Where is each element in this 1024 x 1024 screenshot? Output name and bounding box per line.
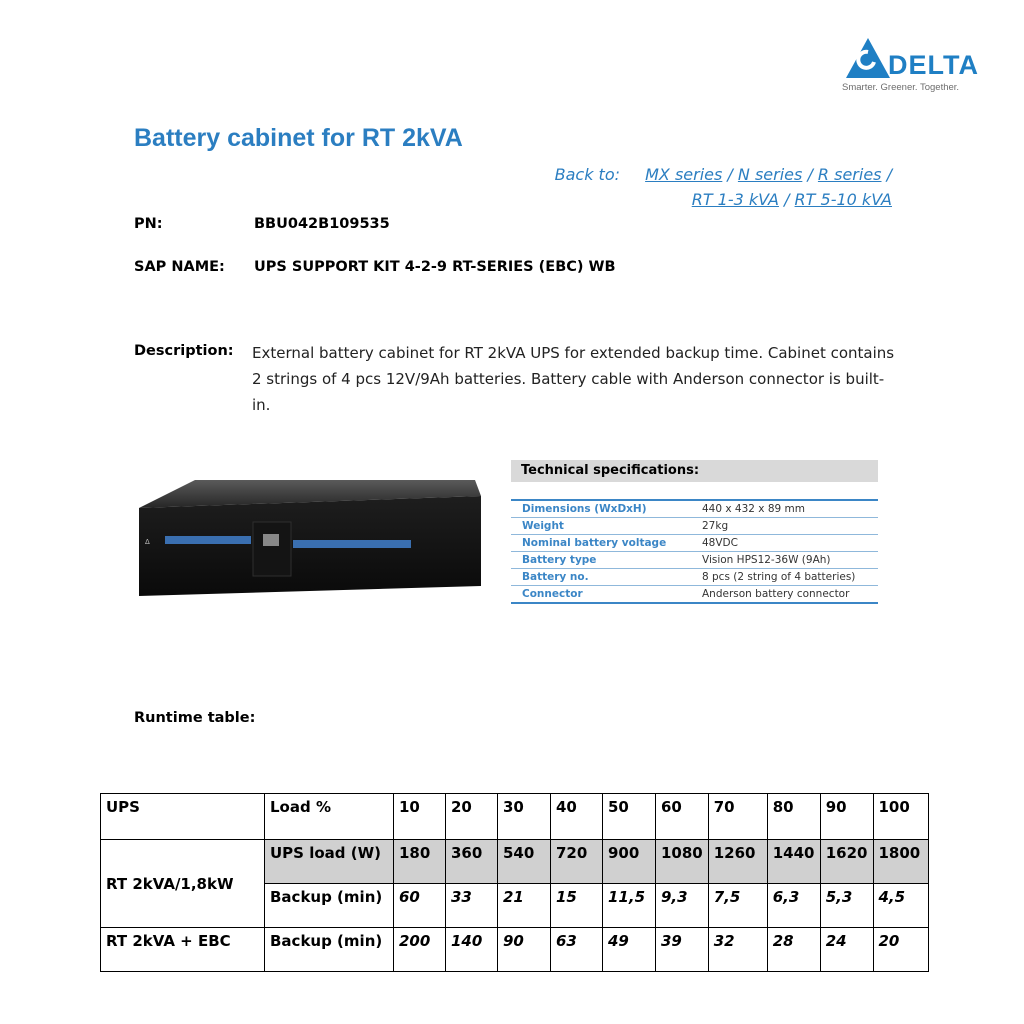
- spec-row: [511, 518, 878, 535]
- backup-cell: 6,3: [767, 884, 820, 928]
- spec-key: Connector: [522, 588, 583, 600]
- spec-row: [511, 586, 878, 602]
- link-separator: /: [784, 190, 795, 209]
- backup-cell: 32: [708, 928, 767, 972]
- link-separator: /: [727, 165, 738, 184]
- backup-cell: 60: [394, 884, 446, 928]
- table-row: [101, 928, 929, 972]
- load-cell: 50: [603, 794, 656, 840]
- logo-brand: DELTA: [888, 50, 979, 80]
- backup-cell: 63: [551, 928, 603, 972]
- backup-cell: 15: [551, 884, 603, 928]
- backup-cell: 49: [603, 928, 656, 972]
- page-title: Battery cabinet for RT 2kVA: [134, 124, 463, 152]
- spec-key: Weight: [522, 520, 564, 532]
- backup-cell: 5,3: [820, 884, 873, 928]
- backup-cell: 9,3: [656, 884, 709, 928]
- load-cell: 80: [767, 794, 820, 840]
- load-cell: 10: [394, 794, 446, 840]
- sap-label: SAP NAME:: [134, 259, 225, 275]
- link-r-series[interactable]: R series: [817, 165, 882, 184]
- backup-cell: 7,5: [708, 884, 767, 928]
- backup-cell: 90: [498, 928, 551, 972]
- ups-load-cell: 900: [603, 840, 656, 884]
- ups-load-cell: 1260: [708, 840, 767, 884]
- sap-value: UPS SUPPORT KIT 4-2-9 RT-SERIES (EBC) WB: [254, 259, 616, 275]
- description-label: Description:: [134, 343, 234, 359]
- delta-triangle-icon: [844, 36, 892, 80]
- spec-value: 440 x 432 x 89 mm: [702, 503, 806, 515]
- spec-value: Anderson battery connector: [702, 588, 850, 600]
- ups-load-cell: 720: [551, 840, 603, 884]
- model-rt-2kva: RT 2kVA/1,8kW: [101, 840, 265, 928]
- spec-value: Vision HPS12-36W (9Ah): [702, 554, 831, 566]
- link-mx-series[interactable]: MX series: [645, 165, 723, 184]
- spec-row: [511, 501, 878, 518]
- runtime-table: [100, 793, 929, 972]
- ups-load-cell: 1800: [873, 840, 928, 884]
- spec-row: [511, 569, 878, 586]
- backup-cell: 33: [446, 884, 498, 928]
- load-cell: 90: [820, 794, 873, 840]
- link-separator: /: [886, 165, 892, 184]
- table-row: [101, 840, 929, 884]
- pn-label: PN:: [134, 216, 163, 232]
- spec-key: Battery no.: [522, 571, 589, 583]
- svg-text:Δ: Δ: [145, 538, 150, 546]
- spec-row: [511, 552, 878, 569]
- backup-cell: 39: [656, 928, 709, 972]
- pn-value: BBU042B109535: [254, 216, 390, 232]
- link-separator: /: [807, 165, 818, 184]
- backup-cell: 20: [873, 928, 928, 972]
- header-load: Load %: [265, 794, 394, 840]
- spec-value: 27kg: [702, 520, 729, 532]
- load-cell: 60: [656, 794, 709, 840]
- link-rt-1-3-kva[interactable]: RT 1-3 kVA: [691, 190, 779, 209]
- tech-specs-heading: Technical specifications:: [511, 460, 878, 482]
- description-text: External battery cabinet for RT 2kVA UPS for extended backup time. Cabinet contains 2 strings of 4 pcs 12V/9Ah batteries. Battery cable with Anderson connector is built-in.: [252, 344, 895, 414]
- backup-cell: 140: [446, 928, 498, 972]
- load-cell: 70: [708, 794, 767, 840]
- ups-load-cell: 180: [394, 840, 446, 884]
- load-cell: 30: [498, 794, 551, 840]
- backup-cell: 11,5: [603, 884, 656, 928]
- header-ups: UPS: [101, 794, 265, 840]
- ups-load-cell: 540: [498, 840, 551, 884]
- backup-cell: 21: [498, 884, 551, 928]
- link-rt-5-10-kva[interactable]: RT 5-10 kVA: [794, 190, 892, 209]
- ups-load-cell: 1440: [767, 840, 820, 884]
- backup-label: Backup (min): [265, 928, 394, 972]
- ups-load-cell: 360: [446, 840, 498, 884]
- ups-load-label: UPS load (W): [265, 840, 394, 884]
- model-rt-2kva-ebc: RT 2kVA + EBC: [101, 928, 265, 972]
- tech-specs-table: [511, 460, 878, 604]
- spec-key: Battery type: [522, 554, 597, 566]
- logo-tagline: Smarter. Greener. Together.: [842, 82, 960, 93]
- table-row: [101, 794, 929, 840]
- backup-cell: 4,5: [873, 884, 928, 928]
- ups-load-cell: 1620: [820, 840, 873, 884]
- product-image: [135, 478, 485, 608]
- spec-value: 48VDC: [702, 537, 738, 549]
- runtime-label: Runtime table:: [134, 710, 256, 726]
- backup-cell: 28: [767, 928, 820, 972]
- spec-key: Dimensions (WxDxH): [522, 503, 647, 515]
- load-cell: 20: [446, 794, 498, 840]
- backup-label: Backup (min): [265, 884, 394, 928]
- ups-load-cell: 1080: [656, 840, 709, 884]
- spec-key: Nominal battery voltage: [522, 537, 667, 549]
- spec-row: [511, 535, 878, 552]
- back-to-nav: [500, 162, 892, 212]
- load-cell: 40: [551, 794, 603, 840]
- backup-cell: 24: [820, 928, 873, 972]
- link-n-series[interactable]: N series: [737, 165, 803, 184]
- load-cell: 100: [873, 794, 928, 840]
- back-to-label: Back to:: [554, 165, 620, 184]
- delta-logo: [842, 34, 982, 94]
- backup-cell: 200: [394, 928, 446, 972]
- spec-value: 8 pcs (2 string of 4 batteries): [702, 571, 856, 583]
